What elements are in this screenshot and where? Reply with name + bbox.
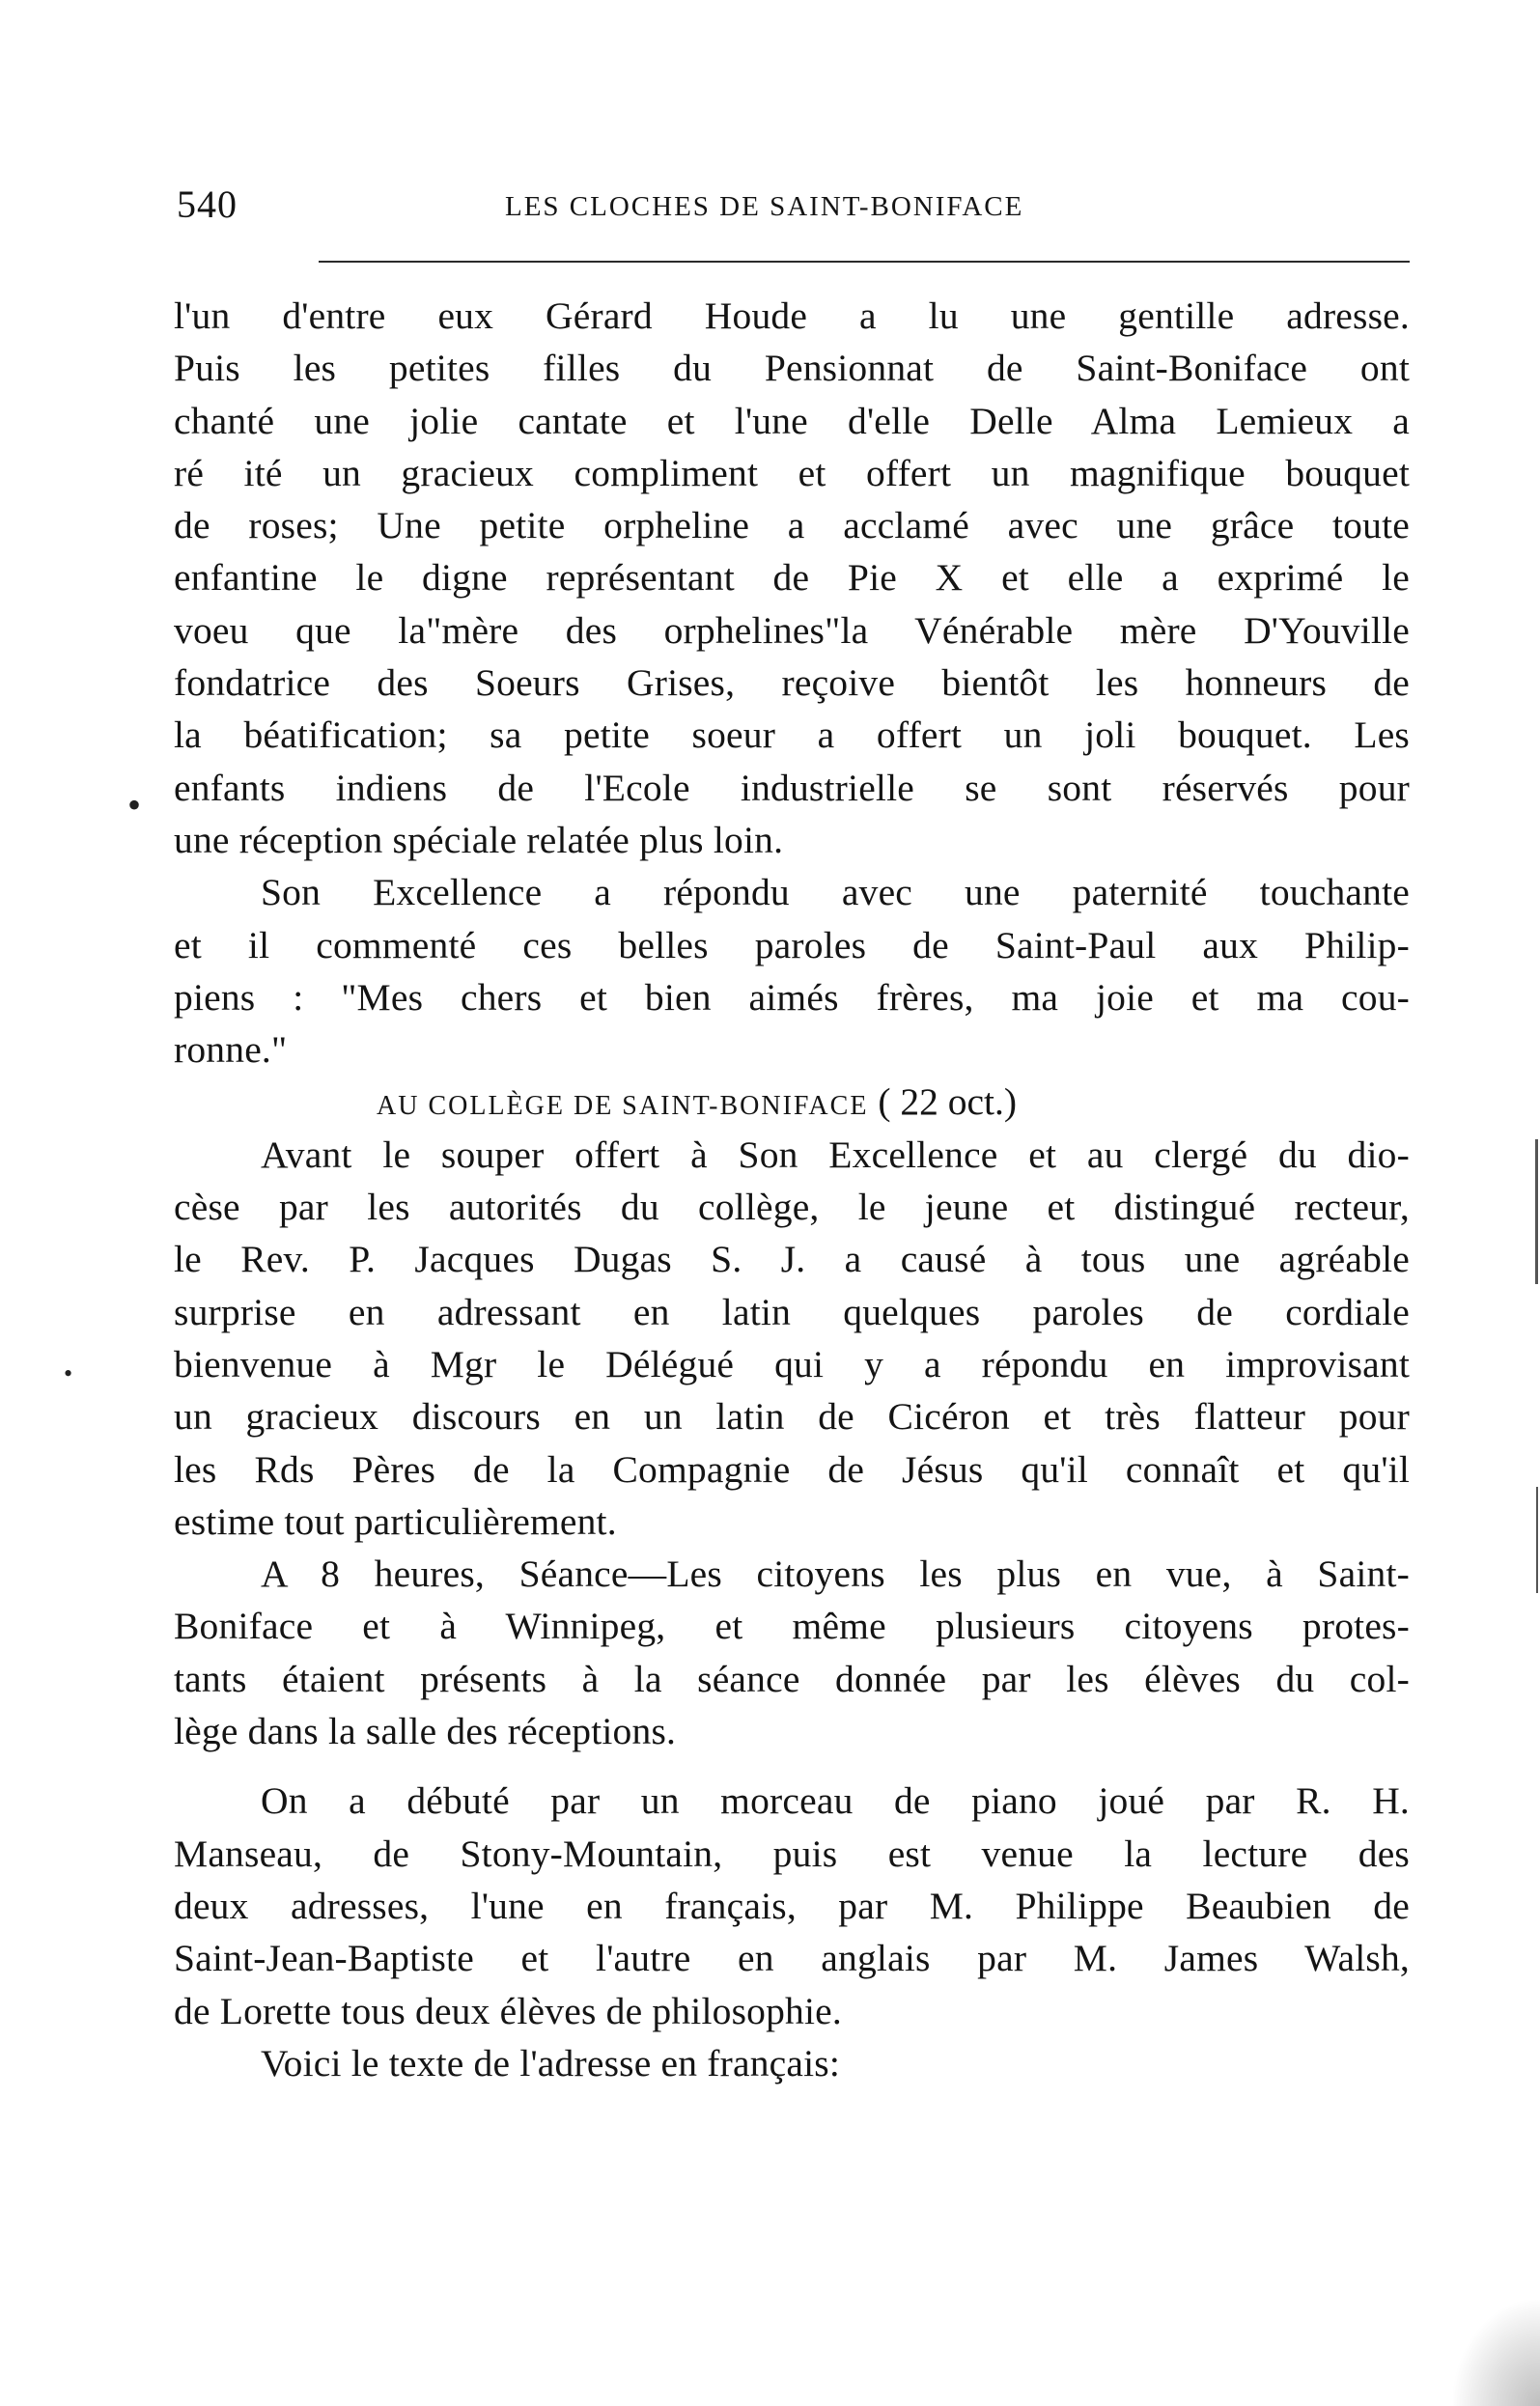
paragraph-6 <box>174 2037 1410 2089</box>
section-heading-title: AU COLLÈGE DE SAINT-BONIFACE <box>377 1091 869 1122</box>
text-line: surprise en adressant en latin quelques paroles de cordiale <box>174 1290 1410 1333</box>
text-line: enfantine le digne représentant de Pie X et elle a exprimé le <box>174 556 1410 600</box>
corner-smudge <box>1453 2300 1540 2406</box>
text-line: un gracieux discours en un latin de Cicéron et très flatteur pour <box>174 1395 1410 1439</box>
running-head: LES CLOCHES DE SAINT-BONIFACE <box>505 191 1024 222</box>
text-line: ronne." <box>174 1028 288 1072</box>
text-line: Son Excellence a répondu avec une paternité touchante <box>261 871 1410 914</box>
text-line: les Rds Pères de la Compagnie de Jésus qu'il connaît et qu'il <box>174 1447 1410 1491</box>
text-line: le Rev. P. Jacques Dugas S. J. a causé à tous une agréable <box>174 1238 1410 1281</box>
text-line: ré ité un gracieux compliment et offert un magnifique bouquet <box>174 451 1410 494</box>
section-heading <box>174 1076 1410 1128</box>
text-line: chanté une jolie cantate et l'une d'elle Delle Alma Lemieux a <box>174 399 1410 442</box>
page-edge-mark <box>1536 1487 1538 1593</box>
paragraph-5 <box>174 1775 1410 2036</box>
text-line: cèse par les autorités du collège, le jeune et distingué recteur, <box>174 1186 1410 1229</box>
text-line: de Lorette tous deux élèves de philosophie. <box>174 1989 842 2032</box>
text-line: On a débuté par un morceau de piano joué par R. H. <box>261 1779 1410 1823</box>
paragraph-3 <box>174 1129 1410 1548</box>
text-line: fondatrice des Soeurs Grises, reçoive bientôt les honneurs de <box>174 661 1410 705</box>
text-line: enfants indiens de l'Ecole industrielle se sont réservés pour <box>174 766 1410 809</box>
paragraph-4 <box>174 1548 1410 1757</box>
text-line: tants étaient présents à la séance donnée par les élèves du col- <box>174 1657 1410 1700</box>
section-heading-date: ( 22 oct.) <box>878 1080 1018 1124</box>
text-line: Puis les petites filles du Pensionnat de Saint-Boniface ont <box>174 347 1410 390</box>
text-line: Manseau, de Stony-Mountain, puis est venue la lecture des <box>174 1832 1410 1875</box>
text-line: A 8 heures, Séance—Les citoyens les plus en vue, à Saint- <box>261 1553 1410 1596</box>
margin-dot-mark: • <box>127 783 142 826</box>
text-line: Avant le souper offert à Son Excellence et au clergé du dio- <box>261 1133 1410 1176</box>
text-line: lège dans la salle des réceptions. <box>174 1710 677 1753</box>
header-rule <box>319 261 1410 263</box>
body-text <box>174 290 1410 2089</box>
text-line: la béatification; sa petite soeur a offert un joli bouquet. Les <box>174 713 1410 757</box>
paragraph-gap <box>174 1757 1410 1775</box>
text-line: estime tout particulièrement. <box>174 1499 617 1543</box>
text-line: Voici le texte de l'adresse en français: <box>261 2041 841 2084</box>
paragraph-2 <box>174 866 1410 1076</box>
text-line: voeu que la"mère des orphelines"la Vénérable mère D'Youville <box>174 608 1410 652</box>
text-line: et il commenté ces belles paroles de Saint-Paul aux Philip- <box>174 923 1410 966</box>
page-number: 540 <box>177 182 238 226</box>
text-line: bienvenue à Mgr le Délégué qui y a répondu en improvisant <box>174 1342 1410 1385</box>
page-edge-mark <box>1535 1139 1538 1284</box>
text-line: deux adresses, l'une en français, par M. Philippe Beaubien de <box>174 1884 1410 1927</box>
text-line: piens : "Mes chers et bien aimés frères, ma joie et ma cou- <box>174 975 1410 1019</box>
text-line: Boniface et à Winnipeg, et même plusieurs citoyens protes- <box>174 1605 1410 1648</box>
text-line: de roses; Une petite orpheline a acclamé avec une grâce toute <box>174 504 1410 547</box>
margin-dot-mark: • <box>64 1359 73 1387</box>
paragraph-1 <box>174 290 1410 866</box>
text-line: Saint-Jean-Baptiste et l'autre en anglais par M. James Walsh, <box>174 1937 1410 1980</box>
page-header <box>177 182 1409 230</box>
text-line: une réception spéciale relatée plus loin. <box>174 818 784 861</box>
text-line: l'un d'entre eux Gérard Houde a lu une gentille adresse. <box>174 294 1410 337</box>
